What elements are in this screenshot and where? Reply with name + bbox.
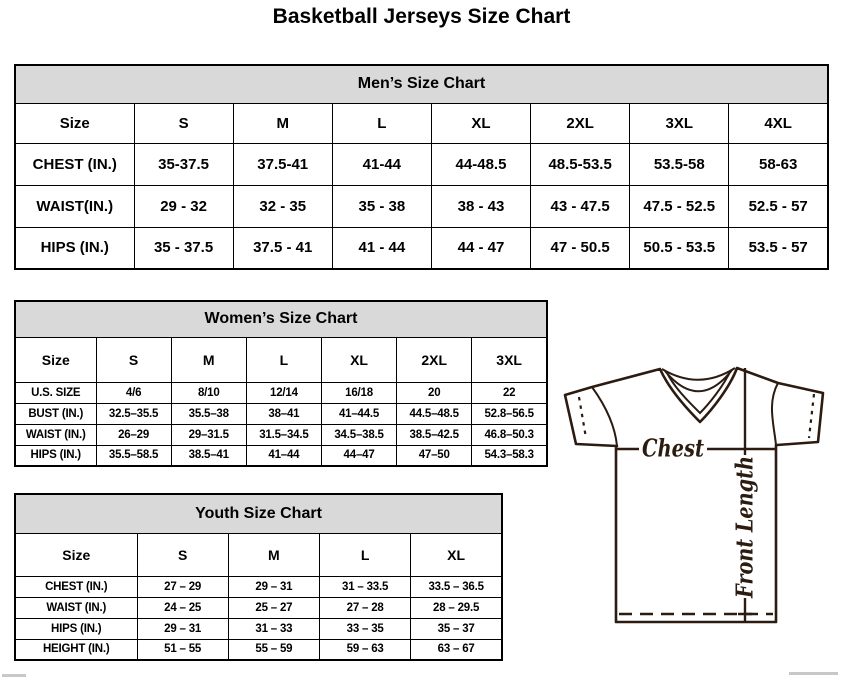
size-cell: 41–44 — [246, 445, 321, 466]
column-header: S — [137, 533, 228, 576]
size-cell: 48.5-53.5 — [531, 143, 630, 185]
row-label: HIPS (IN.) — [15, 445, 96, 466]
row-label: WAIST (IN.) — [15, 424, 96, 445]
table-row — [15, 227, 828, 269]
table-row — [15, 424, 547, 445]
table-row — [15, 445, 547, 466]
table-row — [15, 143, 828, 185]
size-cell: 12/14 — [246, 382, 321, 403]
size-cell: 38 - 43 — [431, 185, 530, 227]
size-cell: 29 – 31 — [137, 618, 228, 639]
mens-table-title: Men’s Size Chart — [15, 65, 828, 103]
size-cell: 44-48.5 — [431, 143, 530, 185]
row-label: CHEST (IN.) — [15, 576, 137, 597]
column-header: 3XL — [630, 103, 729, 143]
jersey-measurement-diagram — [553, 353, 838, 648]
size-cell: 27 – 28 — [320, 597, 411, 618]
size-cell: 38–41 — [246, 403, 321, 424]
size-cell: 37.5 - 41 — [233, 227, 332, 269]
table-row — [15, 597, 502, 618]
youth-table-title: Youth Size Chart — [15, 494, 502, 533]
youth-header-row — [15, 533, 502, 576]
size-cell: 43 - 47.5 — [531, 185, 630, 227]
column-header: L — [332, 103, 431, 143]
row-label: CHEST (IN.) — [15, 143, 134, 185]
size-cell: 51 – 55 — [137, 639, 228, 660]
column-header: S — [134, 103, 233, 143]
scrollbar-fragment-left[interactable] — [2, 674, 26, 677]
column-header: M — [233, 103, 332, 143]
size-cell: 29 - 32 — [134, 185, 233, 227]
size-cell: 38.5–42.5 — [397, 424, 472, 445]
row-label: U.S. SIZE — [15, 382, 96, 403]
size-cell: 54.3–58.3 — [472, 445, 547, 466]
row-label: HEIGHT (IN.) — [15, 639, 137, 660]
size-cell: 32.5–35.5 — [96, 403, 171, 424]
womens-header-row — [15, 337, 547, 382]
page-title: Basketball Jerseys Size Chart — [272, 5, 571, 28]
mens-size-chart-table — [14, 64, 829, 270]
size-cell: 16/18 — [321, 382, 396, 403]
column-header: L — [246, 337, 321, 382]
size-cell: 55 – 59 — [228, 639, 319, 660]
youth-size-chart-table — [14, 493, 503, 661]
size-cell: 24 – 25 — [137, 597, 228, 618]
column-header: XL — [431, 103, 530, 143]
size-cell: 52.5 - 57 — [729, 185, 828, 227]
size-cell: 33 – 35 — [320, 618, 411, 639]
size-cell: 38.5–41 — [171, 445, 246, 466]
size-cell: 44.5–48.5 — [397, 403, 472, 424]
mens-header-row — [15, 103, 828, 143]
size-cell: 41 - 44 — [332, 227, 431, 269]
size-cell: 63 – 67 — [411, 639, 502, 660]
column-header: Size — [15, 337, 96, 382]
table-row — [15, 403, 547, 424]
size-cell: 44–47 — [321, 445, 396, 466]
size-cell: 35 – 37 — [411, 618, 502, 639]
size-cell: 32 - 35 — [233, 185, 332, 227]
size-cell: 35.5–58.5 — [96, 445, 171, 466]
size-cell: 31 – 33.5 — [320, 576, 411, 597]
size-cell: 29 – 31 — [228, 576, 319, 597]
column-header: 2XL — [397, 337, 472, 382]
size-cell: 22 — [472, 382, 547, 403]
size-cell: 47 - 50.5 — [531, 227, 630, 269]
size-cell: 35 - 38 — [332, 185, 431, 227]
column-header: Size — [15, 103, 134, 143]
column-header: 3XL — [472, 337, 547, 382]
column-header: 4XL — [729, 103, 828, 143]
size-cell: 33.5 – 36.5 — [411, 576, 502, 597]
column-header: XL — [321, 337, 396, 382]
womens-size-chart-table — [14, 300, 548, 467]
womens-title-row — [15, 301, 547, 337]
size-cell: 35 - 37.5 — [134, 227, 233, 269]
size-cell: 41-44 — [332, 143, 431, 185]
size-cell: 4/6 — [96, 382, 171, 403]
size-cell: 28 – 29.5 — [411, 597, 502, 618]
size-cell: 25 – 27 — [228, 597, 319, 618]
size-cell: 35-37.5 — [134, 143, 233, 185]
scrollbar-fragment-right[interactable] — [789, 672, 838, 675]
size-cell: 35.5–38 — [171, 403, 246, 424]
column-header: 2XL — [531, 103, 630, 143]
size-cell: 29–31.5 — [171, 424, 246, 445]
size-cell: 53.5 - 57 — [729, 227, 828, 269]
table-row — [15, 382, 547, 403]
size-cell: 34.5–38.5 — [321, 424, 396, 445]
column-header: M — [228, 533, 319, 576]
size-cell: 41–44.5 — [321, 403, 396, 424]
row-label: HIPS (IN.) — [15, 618, 137, 639]
column-header: L — [320, 533, 411, 576]
size-cell: 52.8–56.5 — [472, 403, 547, 424]
column-header: Size — [15, 533, 137, 576]
row-label: BUST (IN.) — [15, 403, 96, 424]
chest-label: Chest — [642, 433, 704, 463]
size-cell: 47–50 — [397, 445, 472, 466]
size-cell: 53.5-58 — [630, 143, 729, 185]
table-row — [15, 185, 828, 227]
size-cell: 31.5–34.5 — [246, 424, 321, 445]
row-label: HIPS (IN.) — [15, 227, 134, 269]
womens-table-title: Women’s Size Chart — [15, 301, 547, 337]
size-cell: 59 – 63 — [320, 639, 411, 660]
column-header: M — [171, 337, 246, 382]
mens-title-row — [15, 65, 828, 103]
size-cell: 27 – 29 — [137, 576, 228, 597]
table-row — [15, 639, 502, 660]
front-length-label: Front Length — [731, 428, 759, 598]
size-cell: 50.5 - 53.5 — [630, 227, 729, 269]
size-cell: 58-63 — [729, 143, 828, 185]
size-cell: 26–29 — [96, 424, 171, 445]
size-cell: 47.5 - 52.5 — [630, 185, 729, 227]
youth-title-row — [15, 494, 502, 533]
size-cell: 8/10 — [171, 382, 246, 403]
column-header: XL — [411, 533, 502, 576]
size-cell: 44 - 47 — [431, 227, 530, 269]
row-label: WAIST (IN.) — [15, 597, 137, 618]
row-label: WAIST(IN.) — [15, 185, 134, 227]
table-row — [15, 576, 502, 597]
size-cell: 20 — [397, 382, 472, 403]
size-cell: 46.8–50.3 — [472, 424, 547, 445]
size-cell: 31 – 33 — [228, 618, 319, 639]
size-cell: 37.5-41 — [233, 143, 332, 185]
table-row — [15, 618, 502, 639]
column-header: S — [96, 337, 171, 382]
